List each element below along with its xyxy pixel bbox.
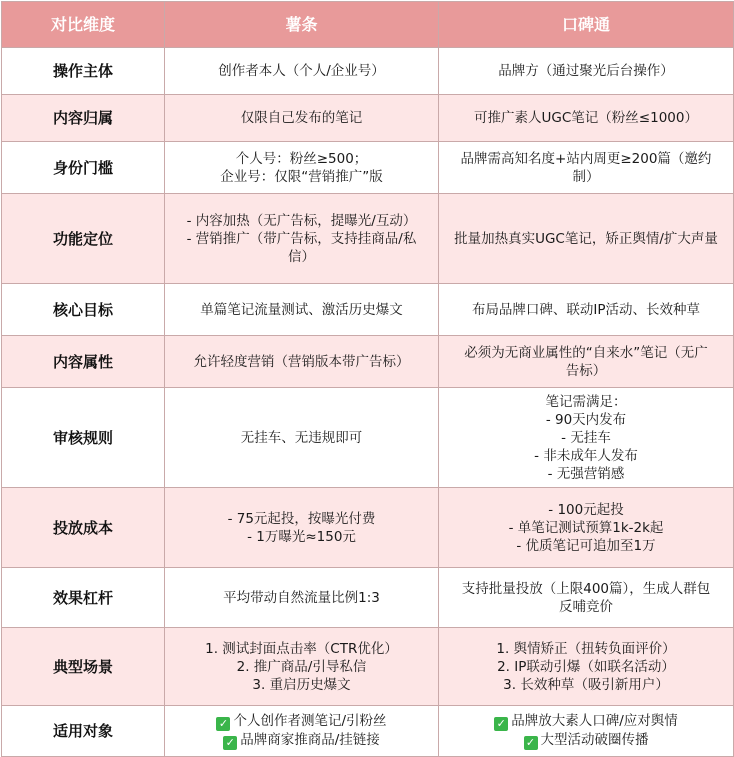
row-dimension: 身份门槛 xyxy=(2,142,165,194)
check-mark-icon: ✓ xyxy=(216,717,230,731)
koubeitong-cell: ✓ 品牌放大素人口碑/应对舆情 ✓ 大型活动破圈传播 xyxy=(439,706,734,757)
koubeitong-cell: 笔记需满足： - 90天内发布 - 无挂车 - 非未成年人发布 - 无强营销感 xyxy=(439,388,734,488)
row-dimension: 内容归属 xyxy=(2,95,165,142)
shutiao-cell: 平均带动自然流量比例1:3 xyxy=(165,568,439,628)
table-row xyxy=(2,284,734,336)
check-mark-icon: ✓ xyxy=(223,736,237,750)
row-dimension: 效果杠杆 xyxy=(2,568,165,628)
shutiao-cell: 无挂车、无违规即可 xyxy=(165,388,439,488)
koubeitong-cell: 1. 舆情矫正（扭转负面评价） 2. IP联动引爆（如联名活动） 3. 长效种草（吸引新用户） xyxy=(439,628,734,706)
shutiao-cell: 创作者本人（个人/企业号） xyxy=(165,48,439,95)
koubeitong-cell: 布局品牌口碑、联动IP活动、长效种草 xyxy=(439,284,734,336)
table-row xyxy=(2,194,734,284)
header-row xyxy=(2,2,734,48)
shutiao-cell: 允许轻度营销（营销版本带广告标） xyxy=(165,336,439,388)
koubeitong-cell: 批量加热真实UGC笔记，矫正舆情/扩大声量 xyxy=(439,194,734,284)
header-shutiao: 薯条 xyxy=(165,2,439,48)
header-dimension: 对比维度 xyxy=(2,2,165,48)
shutiao-cell: 单篇笔记流量测试、激活历史爆文 xyxy=(165,284,439,336)
table-row xyxy=(2,48,734,95)
shutiao-cell: 1. 测试封面点击率（CTR优化） 2. 推广商品/引导私信 3. 重启历史爆文 xyxy=(165,628,439,706)
shutiao-cell: - 内容加热（无广告标，提曝光/互动） - 营销推广（带广告标，支持挂商品/私 信） xyxy=(165,194,439,284)
row-dimension: 功能定位 xyxy=(2,194,165,284)
row-dimension: 典型场景 xyxy=(2,628,165,706)
shutiao-cell: - 75元起投，按曝光付费 - 1万曝光≈150元 xyxy=(165,488,439,568)
row-dimension: 投放成本 xyxy=(2,488,165,568)
row-dimension: 内容属性 xyxy=(2,336,165,388)
koubeitong-cell: 品牌需高知名度+站内周更≥200篇（邀约 制） xyxy=(439,142,734,194)
table-row xyxy=(2,95,734,142)
check-mark-icon: ✓ xyxy=(524,736,538,750)
koubeitong-cell: 可推广素人UGC笔记（粉丝≤1000） xyxy=(439,95,734,142)
table-row xyxy=(2,336,734,388)
row-dimension: 操作主体 xyxy=(2,48,165,95)
shutiao-cell: ✓ 个人创作者测笔记/引粉丝 ✓ 品牌商家推商品/挂链接 xyxy=(165,706,439,757)
table-row xyxy=(2,488,734,568)
check-mark-icon: ✓ xyxy=(494,717,508,731)
table-row xyxy=(2,568,734,628)
shutiao-cell: 个人号：粉丝≥500； 企业号：仅限“营销推广”版 xyxy=(165,142,439,194)
koubeitong-cell: 支持批量投放（上限400篇），生成人群包 反哺竞价 xyxy=(439,568,734,628)
table-row xyxy=(2,706,734,757)
shutiao-cell: 仅限自己发布的笔记 xyxy=(165,95,439,142)
row-dimension: 适用对象 xyxy=(2,706,165,757)
table-row xyxy=(2,628,734,706)
koubeitong-cell: 必须为无商业属性的“自来水”笔记（无广 告标） xyxy=(439,336,734,388)
row-dimension: 核心目标 xyxy=(2,284,165,336)
koubeitong-cell: 品牌方（通过聚光后台操作） xyxy=(439,48,734,95)
table-row xyxy=(2,142,734,194)
table-row xyxy=(2,388,734,488)
header-koubeitong: 口碑通 xyxy=(439,2,734,48)
koubeitong-cell: - 100元起投 - 单笔记测试预算1k-2k起 - 优质笔记可追加至1万 xyxy=(439,488,734,568)
comparison-table xyxy=(1,1,734,757)
row-dimension: 审核规则 xyxy=(2,388,165,488)
